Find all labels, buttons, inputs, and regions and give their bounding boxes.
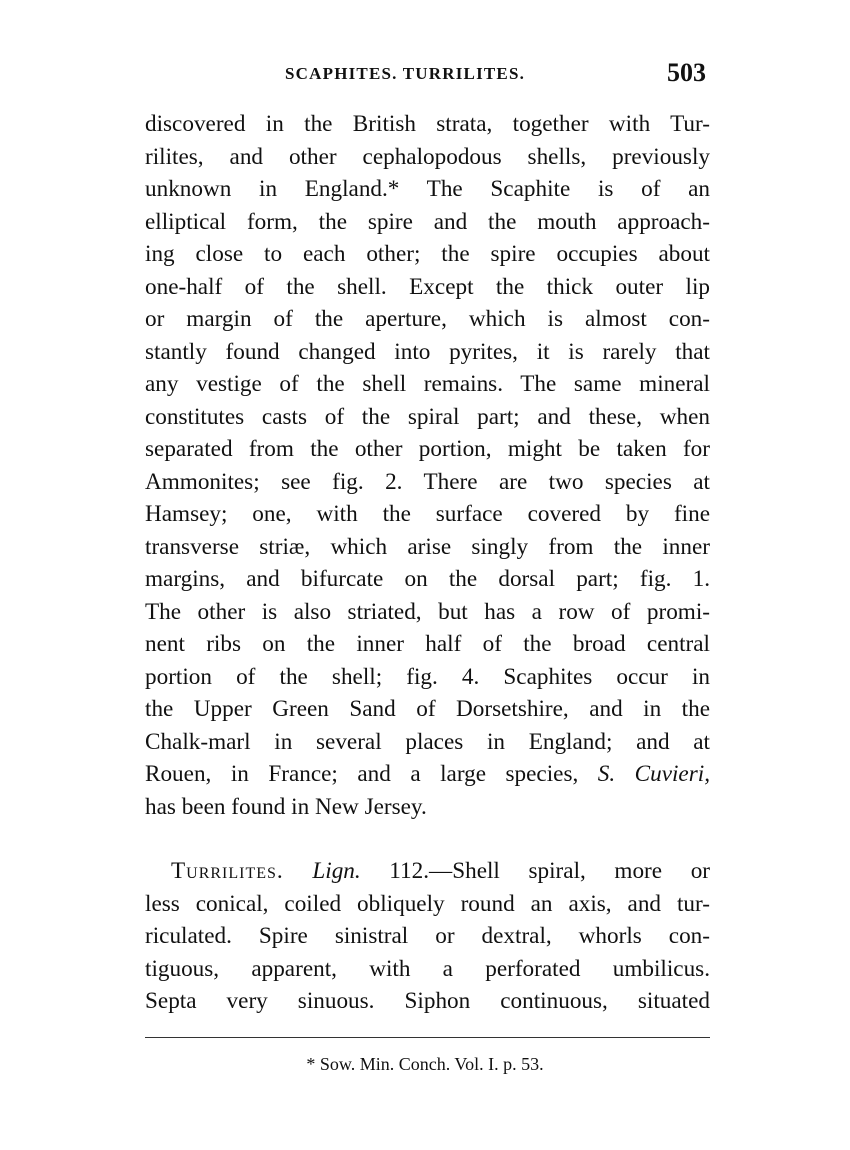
text-line: one-half of the shell. Except the thick outer lip xyxy=(145,273,710,300)
text-line: discovered in the British strata, together with Tur- xyxy=(145,111,710,137)
text-line: less conical, coiled obliquely round an axis, and tur- xyxy=(145,890,710,917)
text-line: Ammonites; see fig. 2. There are two species at xyxy=(145,468,710,495)
text-line: The other is also striated, but has a row of promi- xyxy=(145,598,710,625)
footnote-rule xyxy=(145,1037,710,1038)
text-line: separated from the other portion, might be taken for xyxy=(145,436,710,462)
text-line: ing close to each other; the spire occupies about xyxy=(145,241,710,267)
text-line: portion of the shell; fig. 4. Scaphites occur in xyxy=(145,663,710,690)
line-text: Rouen, in France; and a large species, xyxy=(145,761,598,787)
text-line xyxy=(145,758,710,791)
text-line: riculated. Spire sinistral or dextral, whorls con- xyxy=(145,923,710,949)
text-line: margins, and bifurcate on the dorsal part; fig. 1. xyxy=(145,566,710,592)
text-line: stantly found changed into pyrites, it is rarely that xyxy=(145,338,710,365)
text-line: elliptical form, the spire and the mouth approach- xyxy=(145,208,710,235)
text-line: Hamsey; one, with the surface covered by fine xyxy=(145,501,710,527)
text-line xyxy=(145,855,710,888)
running-head xyxy=(145,58,710,92)
text-line: unknown in England.* The Scaphite is of an xyxy=(145,176,710,202)
text-line: any vestige of the shell remains. The same mineral xyxy=(145,371,710,397)
section-heading: Turrilites. xyxy=(171,858,284,884)
species-name: S. Cuvieri, xyxy=(597,761,710,787)
text-line: the Upper Green Sand of Dorsetshire, and in the xyxy=(145,696,710,722)
body-text xyxy=(145,108,710,1018)
lign-reference: Lign. xyxy=(312,858,361,884)
running-title: SCAPHITES. TURRILITES. xyxy=(285,64,526,83)
text-line: tiguous, apparent, with a perforated umbilicus. xyxy=(145,955,710,982)
text-line: nent ribs on the inner half of the broad central xyxy=(145,631,710,657)
paragraph-gap xyxy=(145,823,710,855)
page-number: 503 xyxy=(667,58,706,87)
line-text: 112.—Shell spiral, more or xyxy=(360,858,711,884)
text-line: constitutes casts of the spiral part; and these, when xyxy=(145,403,710,430)
text-line: Septa very sinuous. Siphon continuous, situated xyxy=(145,988,710,1014)
text-line: rilites, and other cephalopodous shells, previously xyxy=(145,143,710,170)
text-line: transverse striæ, which arise singly from the inner xyxy=(145,533,710,560)
text-line: or margin of the aperture, which is almost con- xyxy=(145,306,710,332)
text-line: has been found in New Jersey. xyxy=(145,793,427,820)
footnote: * Sow. Min. Conch. Vol. I. p. 53. xyxy=(306,1054,544,1074)
text-line: Chalk-marl in several places in England; and at xyxy=(145,728,710,755)
